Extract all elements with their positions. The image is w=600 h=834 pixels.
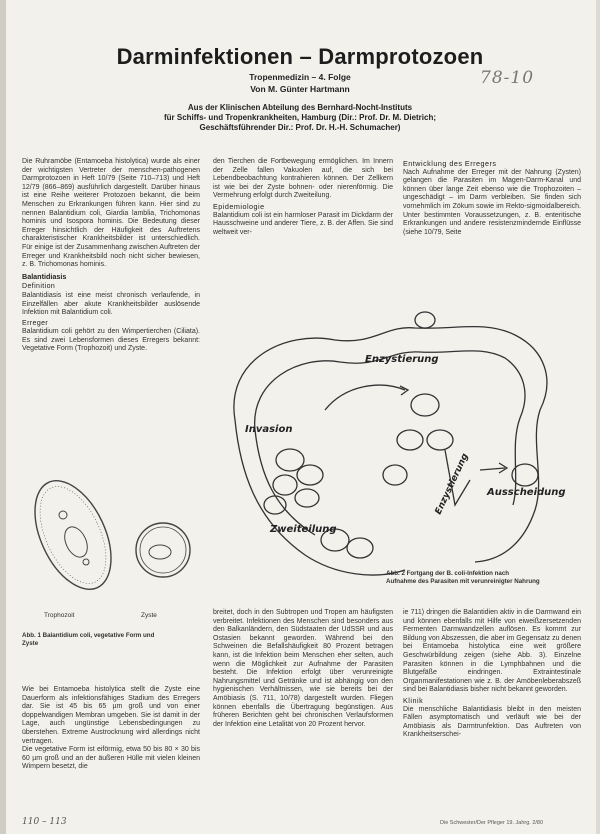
column-2-top (213, 158, 393, 237)
cyst (383, 465, 407, 485)
trophozoite-cilia (28, 476, 119, 593)
col3-paragraph: Nach Aufnahme der Erreger mit der Nahrung (Zysten) gelangen die Parasiten im Magen-Darm-Kanal und können über lange Zeit ebenso wie die Trophozoiten – ungeschädigt – im Darm verbleiben. Sie finden sich vornehmlich im Zökum sowie im Rekto-sigmoidalbereich. Unter bestimmten Voraussetzungen, z. B. enteritische Erkrankungen und andere resistenzmindernde Einflüsse (siehe 10/79, Seite (403, 168, 581, 236)
epidemiology-paragraph: Balantidium coli ist ein harmloser Parasit im Dickdarm der Hausschweine und anderer Tiere, z. B. der Affen. Sie sind weltweit ver- (213, 211, 393, 236)
column-3-bottom (403, 609, 581, 740)
intestine-inner (255, 351, 525, 505)
col1-bottom-paragraph: Wie bei Entamoeba histolytica stellt die Zyste eine Dauerform als infektionsfähiges Stadium des Erregers dar. Sie ist 45 bis 65 µm groß und von einer doppelwandigen Membran umgeben. Sie ist damit in der Lage, auch ungünstige Lebensbedingungen zu überstehen. Extreme Austrocknung wird allerdings nicht vertragen. (22, 686, 200, 745)
caption-line: Abb. 2 Fortgang der B. coli-Infektion nach (386, 570, 510, 577)
page-number-marks: 110 – 113 (22, 817, 67, 827)
handwritten-note: 78-10 (480, 68, 535, 88)
vacuole (83, 559, 89, 565)
col3-bottom-paragraph: ie 711) dringen die Balantidien aktiv in die Darmwand ein und können ebenfalls mit Hilfe von eiweißzersetzenden Fermenten Darmwandzellen auflösen. Es kommt zur Bildung von Abszessen, die aber im Gegensatz zu denen bei Entamoeba histolytica eine weit größere Geschwürbildung zeigen (siehe Abb. 3). Einzelne Parasiten können in die Lymphbahnen und die Blutgefäße eindringen. Extraintestinale Organmanifestationen wie z. B. der Amöbenleberabszeß sind bei Balantidiasis bisher nicht bekannt geworden. (403, 609, 581, 694)
label-zweiteilung: Zweiteilung (270, 524, 337, 535)
definition-paragraph: Balantidiasis ist eine meist chronisch verlaufende, in Einzelfällen aber akute Krankheitsbilder auslösende Infektion mit Balantidium coli. (22, 291, 200, 317)
trophozoite-nucleus (60, 523, 92, 560)
cyst (397, 430, 423, 450)
intestine-lower (235, 420, 405, 575)
column-3-top (403, 158, 581, 237)
section-heading: Balantidiasis (22, 271, 67, 281)
arrowhead (400, 386, 408, 395)
subheading-klinik: Klinik (403, 695, 424, 705)
affiliation-line: Geschäftsführender Dir.: Prof. Dr. H.-H. Schumacher) (199, 123, 401, 132)
column-2-bottom (213, 609, 393, 729)
affiliation (90, 103, 510, 133)
article-author: Von M. Günter Hartmann (250, 84, 350, 94)
cell (273, 475, 297, 495)
trophozoite-cell (28, 469, 127, 601)
klinik-paragraph: Die menschliche Balantidiasis bleibt in den meisten Fällen asymptomatisch und verläuft wie bei der Amöbiasis als Darmtrunfektion. Das Auftreten von Krankheitserschei- (403, 705, 581, 739)
caption-line: Zyste (22, 639, 39, 647)
cyst (411, 394, 439, 416)
cyst (427, 430, 453, 450)
vacuole (59, 511, 67, 519)
col2-paragraph: den Tierchen die Fortbewegung ermöglichen. Im Innern der Zelle fallen Vakuolen auf, die sich bei Lebendbeobachtung kontrahieren können. Der Zellkern ist wie bei der Zyste bohnen- oder nierenförmig. Die Vermehrung erfolgt durch Zweiteilung. (213, 158, 393, 200)
affiliation-line: für Schiffs- und Tropenkrankheiten, Hamburg (Dir.: Prof. Dr. M. Dietrich; (163, 113, 437, 122)
cyst-top (415, 312, 435, 328)
arrow-ausscheidung (480, 468, 505, 470)
journal-footer: Die Schwester/Der Pfleger 19. Jahrg. 2/80 (440, 820, 544, 826)
caption-line: Abb. 1 Balantidium coli, vegetative Form und (22, 632, 155, 639)
affiliation-line: Aus der Klinischen Abteilung des Bernhard-Nocht-Instituts (187, 103, 413, 112)
dividing-cell (347, 538, 373, 558)
cyst-cell (136, 523, 190, 577)
subheading-epidemiologie: Epidemiologie (213, 201, 265, 211)
article-series: Tropenmedizin – 4. Folge (249, 72, 351, 82)
label-trophozoit: Trophozoit (44, 612, 75, 619)
article-title: Darminfektionen – Darmprotozoen (116, 44, 484, 69)
intro-paragraph: Die Ruhramöbe (Entamoeba histolytica) wurde als einer der wichtigsten Vertreter der menschen-pathogenen Darmprotozoen in Heft 10/79 (Seite 710–713) und Heft 12/79 (866–869) ausführlich dargestellt. Darüber hinaus ist eine Reihe weiterer Protozoen bekannt, die beim Menschen zu Erkrankungen führen kann. Hier sind zu nennen Balantidium coli, Giardia lamblia, Trichomonas hominis und Isospora hominis. Die Bedeutung dieser Erreger hinsichtlich der Häufigkeit des Auftretens charakteristischer Krankheitsbilder ist unterschiedlich. Für einige ist der Zusammenhang zwischen Auftreten der Erreger und Krankheitsbild noch nicht sicher bewiesen, z. B. Trichomonas hominis. (22, 158, 200, 269)
label-enzystierung: Enzystierung (365, 354, 439, 365)
caption-line: Aufnahme des Parasiten mit verunreinigter Nahrung (386, 577, 540, 585)
erreger-paragraph: Balantidium coli gehört zu den Wimpertierchen (Ciliata). Es sind zwei Lebensformen dieses Erregers bekannt: Vegetative Form (Trophozoit) und Zyste. (22, 328, 200, 353)
cell (297, 465, 323, 485)
cell (295, 489, 319, 507)
arrow-invasion (325, 385, 405, 410)
cyst-nucleus (149, 545, 171, 559)
label-zyste: Zyste (141, 612, 157, 619)
figure-1-caption (22, 632, 207, 647)
col1-bottom-paragraph-2: Die vegetative Form ist eiförmig, etwa 50 bis 80 × 30 bis 60 µm groß und an der äußeren Hülle mit vielen kleinen Wimpern besetzt, die (22, 746, 200, 771)
column-1-bottom (22, 686, 200, 772)
subheading-erreger: Erreger (22, 319, 49, 327)
label-ausscheidung: Ausscheidung (487, 487, 566, 498)
label-invasion: Invasion (245, 424, 293, 435)
page-edge-right (596, 0, 600, 834)
figure-2-caption (386, 570, 586, 585)
cyst-wall (140, 527, 186, 573)
col2-bottom-paragraph: breitet, doch in den Subtropen und Tropen am häufigsten verbreitet. Infektionen des Menschen sind besonders aus den Balkanländern, den Südstaaten der UdSSR und aus Ostasien bekannt geworden. Während bei den Schweinen die Befallshäufigkeit 80 Prozent betragen kann, ist die Infektion beim Menschen eher selten, auch wenn die Möglichkeit zur Aufnahme der Parasiten besteht. Die Infektion erfolgt über verunreinigte Nahrungsmittel und Getränke und ist abhängig von den hygienischen Verhältnissen, wie sie bereits bei der Amöbiasis (S. 711, 10/78) dargestellt wurden. Fliegen können ebenfalls die Übertragung begünstigen. Aus früheren Berichten geht bei chronischen Verlaufsformen der Infektion eine Letalität von 20 Prozent hervor. (213, 609, 393, 728)
cell (264, 496, 286, 514)
column-1-top (22, 158, 200, 354)
life-cycle-figure (215, 300, 585, 600)
label-enzystierung-2: Enzystierung (433, 452, 471, 517)
subheading-definition: Definition (22, 283, 56, 291)
page-edge-shadow (0, 0, 6, 834)
intestine-lower-inner (255, 430, 315, 535)
subheading-entwicklung: Entwicklung des Erregers (403, 159, 497, 168)
cell (276, 449, 304, 471)
balantidium-figure (28, 460, 203, 610)
